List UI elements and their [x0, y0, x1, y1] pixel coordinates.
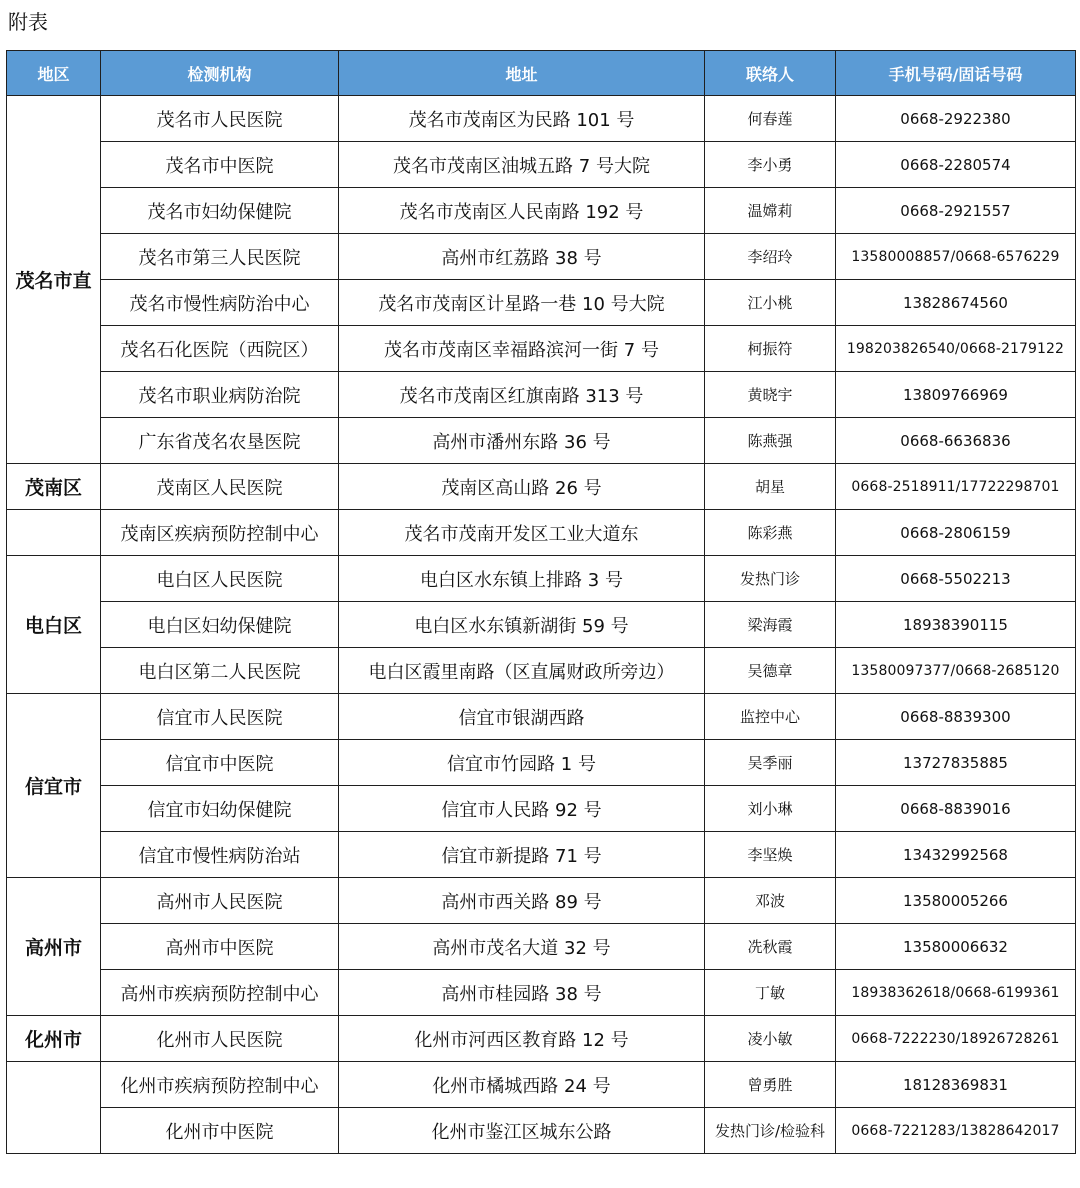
contact-cell: 凌小敏	[705, 1016, 836, 1062]
contact-cell: 发热门诊	[705, 556, 836, 602]
address-cell: 电白区霞里南路（区直属财政所旁边）	[339, 648, 705, 694]
address-cell: 高州市桂园路 38 号	[339, 970, 705, 1016]
institution-cell: 茂名石化医院（西院区）	[101, 326, 339, 372]
table-row	[7, 96, 1076, 142]
table-row	[7, 1108, 1076, 1154]
table-row	[7, 602, 1076, 648]
contact-cell: 温嫦莉	[705, 188, 836, 234]
table-row	[7, 832, 1076, 878]
institution-cell: 信宜市中医院	[101, 740, 339, 786]
phone-cell: 13580008857/0668-6576229	[836, 234, 1076, 280]
contact-cell: 李小勇	[705, 142, 836, 188]
page-caption: 附表	[8, 10, 48, 34]
contact-cell: 陈彩燕	[705, 510, 836, 556]
phone-cell: 0668-7221283/13828642017	[836, 1108, 1076, 1154]
phone-cell: 13432992568	[836, 832, 1076, 878]
contact-cell: 发热门诊/检验科	[705, 1108, 836, 1154]
region-cell: 信宜市	[7, 694, 101, 878]
contact-cell: 监控中心	[705, 694, 836, 740]
address-cell: 电白区水东镇新湖街 59 号	[339, 602, 705, 648]
phone-cell: 0668-2806159	[836, 510, 1076, 556]
institution-cell: 电白区妇幼保健院	[101, 602, 339, 648]
institution-cell: 化州市中医院	[101, 1108, 339, 1154]
phone-cell: 0668-8839016	[836, 786, 1076, 832]
phone-cell: 13580006632	[836, 924, 1076, 970]
contact-cell: 江小桃	[705, 280, 836, 326]
table-row	[7, 510, 1076, 556]
address-cell: 信宜市银湖西路	[339, 694, 705, 740]
address-cell: 信宜市新提路 71 号	[339, 832, 705, 878]
institution-cell: 茂名市职业病防治院	[101, 372, 339, 418]
region-cell: 茂南区	[7, 464, 101, 510]
phone-cell: 0668-6636836	[836, 418, 1076, 464]
header-institution: 检测机构	[101, 51, 339, 96]
address-cell: 茂名市茂南区人民南路 192 号	[339, 188, 705, 234]
address-cell: 高州市潘州东路 36 号	[339, 418, 705, 464]
table-row	[7, 786, 1076, 832]
contact-cell: 冼秋霞	[705, 924, 836, 970]
contact-cell: 丁敏	[705, 970, 836, 1016]
phone-cell: 0668-2280574	[836, 142, 1076, 188]
address-cell: 信宜市竹园路 1 号	[339, 740, 705, 786]
phone-cell: 18938390115	[836, 602, 1076, 648]
table-row	[7, 970, 1076, 1016]
institution-cell: 高州市疾病预防控制中心	[101, 970, 339, 1016]
table-row	[7, 556, 1076, 602]
phone-cell: 0668-2922380	[836, 96, 1076, 142]
contact-cell: 胡星	[705, 464, 836, 510]
institution-cell: 茂名市第三人民医院	[101, 234, 339, 280]
phone-cell: 13580005266	[836, 878, 1076, 924]
institution-cell: 信宜市慢性病防治站	[101, 832, 339, 878]
phone-cell: 13580097377/0668-2685120	[836, 648, 1076, 694]
table-row	[7, 326, 1076, 372]
institution-cell: 信宜市妇幼保健院	[101, 786, 339, 832]
address-cell: 电白区水东镇上排路 3 号	[339, 556, 705, 602]
table-row	[7, 280, 1076, 326]
institution-cell: 茂名市慢性病防治中心	[101, 280, 339, 326]
institution-cell: 高州市人民医院	[101, 878, 339, 924]
institution-cell: 茂名市妇幼保健院	[101, 188, 339, 234]
table-row	[7, 740, 1076, 786]
region-cell	[7, 1062, 101, 1154]
address-cell: 信宜市人民路 92 号	[339, 786, 705, 832]
contact-cell: 柯振符	[705, 326, 836, 372]
phone-cell: 18128369831	[836, 1062, 1076, 1108]
phone-cell: 0668-7222230/18926728261	[836, 1016, 1076, 1062]
contact-cell: 黄晓宇	[705, 372, 836, 418]
address-cell: 茂名市茂南区计星路一巷 10 号大院	[339, 280, 705, 326]
phone-cell: 0668-8839300	[836, 694, 1076, 740]
table-header-row	[7, 51, 1076, 96]
institution-cell: 茂名市中医院	[101, 142, 339, 188]
contact-cell: 邓波	[705, 878, 836, 924]
header-contact: 联络人	[705, 51, 836, 96]
address-cell: 茂南区高山路 26 号	[339, 464, 705, 510]
address-cell: 茂名市茂南区为民路 101 号	[339, 96, 705, 142]
institution-cell: 茂南区人民医院	[101, 464, 339, 510]
table-row	[7, 878, 1076, 924]
institution-cell: 茂南区疾病预防控制中心	[101, 510, 339, 556]
phone-cell: 13809766969	[836, 372, 1076, 418]
region-cell	[7, 510, 101, 556]
table-row	[7, 188, 1076, 234]
table-row	[7, 464, 1076, 510]
contact-cell: 刘小琳	[705, 786, 836, 832]
institution-cell: 电白区第二人民医院	[101, 648, 339, 694]
institution-cell: 茂名市人民医院	[101, 96, 339, 142]
testing-institutions-table	[6, 50, 1076, 1154]
header-region: 地区	[7, 51, 101, 96]
table-row	[7, 142, 1076, 188]
contact-cell: 李坚焕	[705, 832, 836, 878]
region-cell: 茂名市直	[7, 96, 101, 464]
table-row	[7, 694, 1076, 740]
address-cell: 化州市鉴江区城东公路	[339, 1108, 705, 1154]
table-row	[7, 924, 1076, 970]
contact-cell: 曾勇胜	[705, 1062, 836, 1108]
institution-cell: 电白区人民医院	[101, 556, 339, 602]
contact-cell: 何春莲	[705, 96, 836, 142]
contact-cell: 梁海霞	[705, 602, 836, 648]
address-cell: 高州市红荔路 38 号	[339, 234, 705, 280]
contact-cell: 李绍玲	[705, 234, 836, 280]
contact-cell: 陈燕强	[705, 418, 836, 464]
header-address: 地址	[339, 51, 705, 96]
institution-cell: 化州市人民医院	[101, 1016, 339, 1062]
address-cell: 茂名市茂南开发区工业大道东	[339, 510, 705, 556]
address-cell: 茂名市茂南区幸福路滨河一街 7 号	[339, 326, 705, 372]
phone-cell: 0668-2518911/17722298701	[836, 464, 1076, 510]
contact-cell: 吴德章	[705, 648, 836, 694]
table-row	[7, 418, 1076, 464]
region-cell: 高州市	[7, 878, 101, 1016]
phone-cell: 13828674560	[836, 280, 1076, 326]
institution-cell: 化州市疾病预防控制中心	[101, 1062, 339, 1108]
address-cell: 茂名市茂南区红旗南路 313 号	[339, 372, 705, 418]
institution-cell: 广东省茂名农垦医院	[101, 418, 339, 464]
table-row	[7, 372, 1076, 418]
table-row	[7, 1016, 1076, 1062]
table-row	[7, 648, 1076, 694]
phone-cell: 18938362618/0668-6199361	[836, 970, 1076, 1016]
phone-cell: 0668-5502213	[836, 556, 1076, 602]
address-cell: 高州市茂名大道 32 号	[339, 924, 705, 970]
region-cell: 电白区	[7, 556, 101, 694]
address-cell: 化州市橘城西路 24 号	[339, 1062, 705, 1108]
address-cell: 化州市河西区教育路 12 号	[339, 1016, 705, 1062]
header-phone: 手机号码/固话号码	[836, 51, 1076, 96]
contact-cell: 吴季丽	[705, 740, 836, 786]
table-row	[7, 1062, 1076, 1108]
phone-cell: 19820382654​0/0668-2179122	[836, 326, 1076, 372]
institution-cell: 高州市中医院	[101, 924, 339, 970]
region-cell: 化州市	[7, 1016, 101, 1062]
address-cell: 高州市西关路 89 号	[339, 878, 705, 924]
table-row	[7, 234, 1076, 280]
institution-cell: 信宜市人民医院	[101, 694, 339, 740]
phone-cell: 0668-2921557	[836, 188, 1076, 234]
address-cell: 茂名市茂南区油城五路 7 号大院	[339, 142, 705, 188]
phone-cell: 13727835885	[836, 740, 1076, 786]
